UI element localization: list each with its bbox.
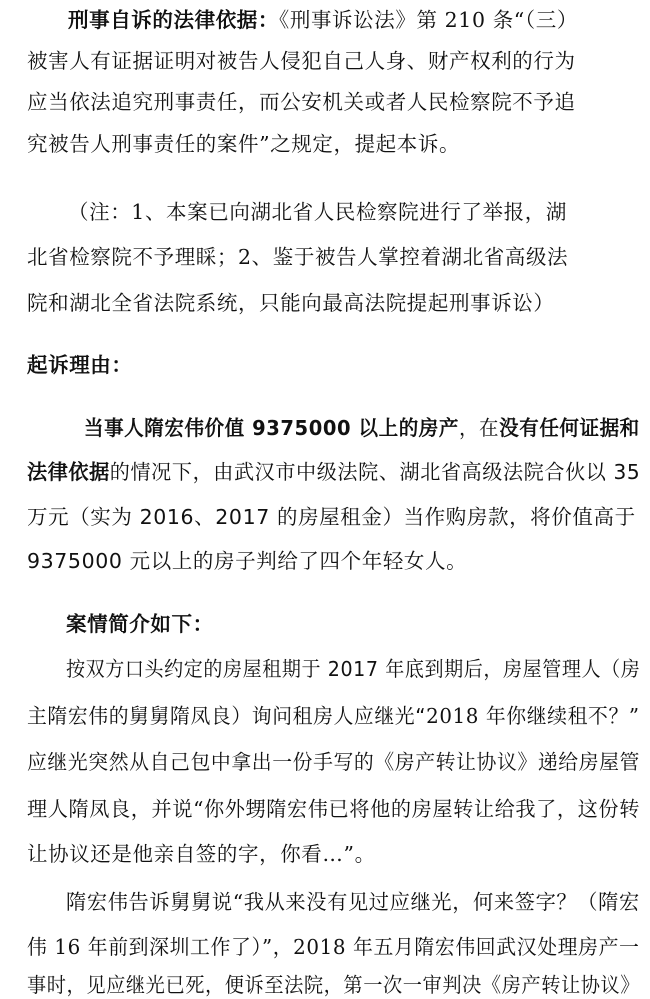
claim-bold-legal-basis: 法律依据: [27, 460, 110, 484]
case-heading: 案情简介如下：: [66, 612, 214, 636]
note-line-1: （注：1、本案已向湖北省人民检察院进行了举报，湖: [68, 200, 567, 224]
legal-basis-line-1: [68, 10, 578, 31]
claim-bold-property: 当事人隋宏伟价值 9375000 以上的房产: [84, 416, 459, 440]
claim-line-2: [27, 462, 640, 483]
reasons-heading: 起诉理由：: [27, 353, 133, 377]
claim-bold-no-evidence: 没有任何证据和: [499, 416, 640, 440]
legal-basis-heading: 刑事自诉的法律依据：: [68, 8, 279, 32]
case-para1-line-5: 让协议还是他亲自签的字，你看…”。: [27, 842, 376, 866]
claim-line-4: 9375000 元以上的房子判给了四个年轻女人。: [27, 549, 468, 573]
case-para1-line-2: [27, 706, 640, 727]
case-para2-line-3: 事时，见应继光已死，便诉至法院，第一次一审判决《房产转让协议》: [27, 973, 641, 997]
case-para2-line-2: 伟 16 年前到深圳工作了）”，2018 年五月隋宏伟回武汉处理房产一: [27, 935, 640, 959]
case-para2-line-1: 隋宏伟告诉舅舅说“我从来没有见过应继光，何来签字？（隋宏: [66, 890, 640, 914]
case-quote: 2018 年你继续租不？”: [426, 704, 640, 728]
legal-basis-line-2: 被害人有证据证明对被告人侵犯自己人身、财产权利的行为: [27, 49, 576, 73]
case-para1-line-1: 按双方口头约定的房屋租期于 2017 年底到期后，房屋管理人（房: [66, 657, 641, 681]
claim-text: ，在: [458, 416, 500, 440]
claim-line-3: 万元（实为 2016、2017 的房屋租金）当作购房款，将价值高于: [27, 505, 636, 529]
case-para1-line-3: 应继光突然从自己包中拿出一份手写的《房产转让协议》递给房屋管: [27, 750, 640, 774]
legal-basis-line-4: 究被告人刑事责任的案件”之规定，提起本诉。: [27, 132, 461, 156]
claim-line-1: [84, 418, 640, 439]
case-text: 主隋宏伟的舅舅隋凤良）询问租房人应继光“: [27, 704, 427, 728]
claim-text: 的情况下，由武汉市中级法院、湖北省高级法院合伙以 35: [109, 460, 641, 484]
case-para1-line-4: 理人隋凤良，并说“你外甥隋宏伟已将他的房屋转让给我了，这份转: [27, 797, 640, 821]
note-line-3: 院和湖北全省法院系统，只能向最高法院提起刑事诉讼）: [27, 291, 555, 315]
legal-basis-line-3: 应当依法追究刑事责任，而公安机关或者人民检察院不予追: [27, 90, 576, 114]
legal-basis-text: 《刑事诉讼法》第 210 条“（三）: [279, 8, 578, 32]
note-line-2: 北省检察院不予理睬；2、鉴于被告人掌控着湖北省高级法: [27, 245, 569, 269]
